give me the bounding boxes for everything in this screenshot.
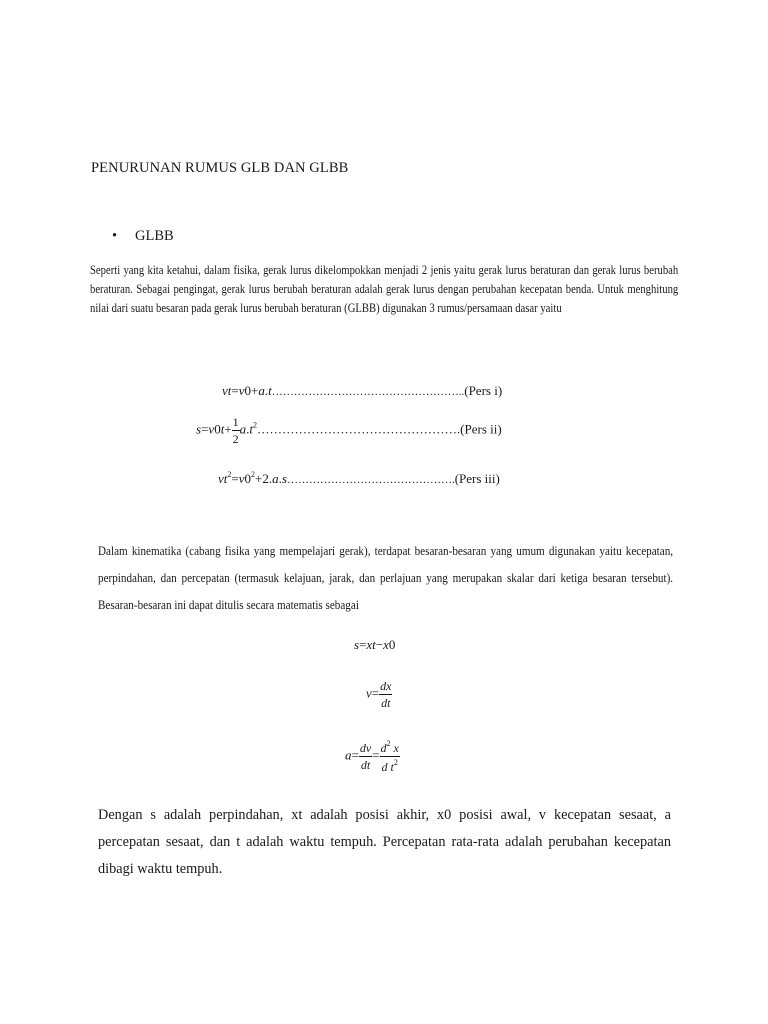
equation-dots: ……………………………………………..: [271, 386, 465, 398]
fraction-half: $\frac{1}{2}$: [232, 415, 239, 446]
equation-pers-i: vt=v0+a.t……………………………………………..(Pers i): [222, 383, 503, 398]
intro-paragraph: Seperti yang kita ketahui, dalam fisika, gerak lurus dikelompokkan menjadi 2 jenis yaitu gerak lurus beraturan dan gerak lurus berubah beraturan. Sebagai pengingat, gerak lurus berubah beraturan adalah gerak lurus dengan perubahan kecepatan benda. Untuk menghitung nilai dari suatu besaran pada gerak lurus berubah beraturan (GLBB) digunakan 3 rumus/persamaan dasar yaitu: [90, 263, 679, 315]
bullet-icon: •: [112, 228, 118, 244]
fraction-d2x-dt2: $\frac{d^2 x}{d t^2}$: [380, 739, 399, 774]
kinematics-paragraph: Dalam kinematika (cabang fisika yang mempelajari gerak), terdapat besaran-besaran yang umum digunakan yaitu kecepatan, perpindahan, dan percepatan (termasuk kelajuan, jarak, dan perlajuan yang merupakan skalar dari ketiga besaran tersebut). Besaran-besaran ini dapat ditulis secara matematis sebagai: [98, 544, 674, 612]
equation-pers-iii: $vt^2=v0^2+2.a.s\dots\dots\dots\dots\dots\dots\dots\dots\dots\dots\dots\dots\dots\dots\dots.(Pers$ iii): [218, 470, 500, 486]
equation-label: (Pers iii): [454, 471, 500, 486]
section-heading-glbb: GLBB: [135, 228, 174, 244]
equation-displacement: s=xt−x0: [354, 637, 396, 652]
equation-velocity: v= $\frac{dx}{dt}$: [366, 679, 392, 710]
equation-acceleration: a= $\frac{dv}{dt}$ = $\frac{d^2 x}{d t^2}$: [345, 739, 399, 774]
closing-paragraph: Dengan s adalah perpindahan, xt adalah posisi akhir, x0 posisi awal, v kecepatan sesaat, a percepatan sesaat, dan t adalah waktu tempuh. Percepatan rata-rata adalah perubahan kecepatan dibagi waktu tempuh.: [98, 807, 671, 877]
equation-dots: ………………………………………….: [257, 422, 461, 437]
fraction-dv-dt: $\frac{dv}{dt}$: [359, 741, 372, 772]
document-title: PENURUNAN RUMUS GLB DAN GLBB: [91, 160, 349, 176]
equation-dots: ……………………………………….: [286, 474, 455, 486]
equation-label: (Pers ii): [460, 421, 502, 437]
equation-label: (Pers i): [464, 383, 503, 398]
fraction-dx-dt: $\frac{dx}{dt}$: [380, 679, 392, 710]
equation-pers-ii: s=v0t+ $\frac{1}{2}$ $a.t^2\dots\dots\dots\dots\dots\dots\dots\dots\dots\dots\dots\dots\dots\dots\dots\dots.(Pers$ ii): [196, 415, 502, 446]
